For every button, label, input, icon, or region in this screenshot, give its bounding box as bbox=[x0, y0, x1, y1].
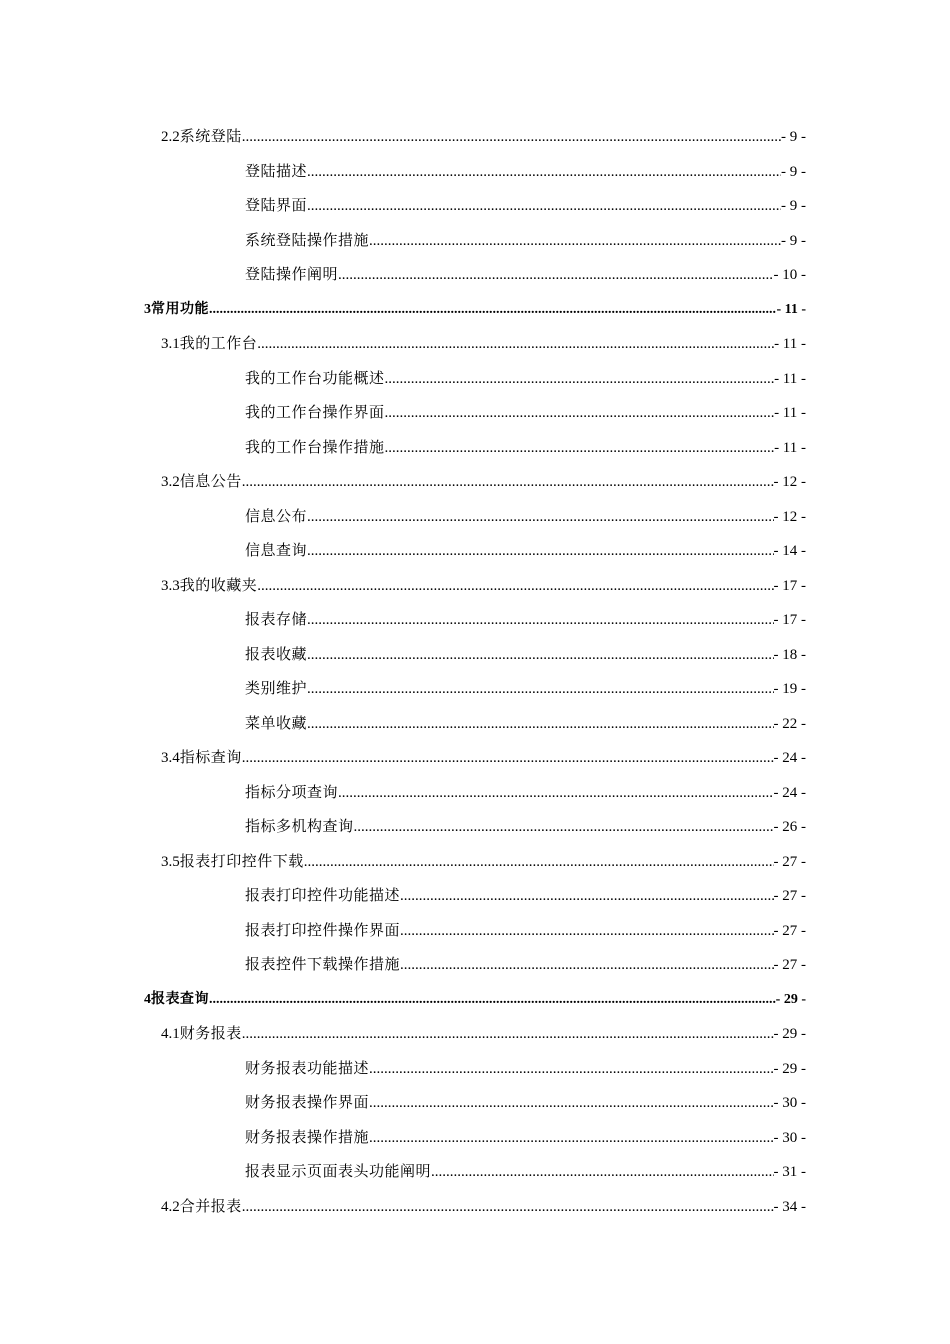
toc-entry-page-number: - 11 - bbox=[776, 301, 806, 317]
toc-entry-label: 报表显示页面表头功能阐明 bbox=[245, 1164, 432, 1180]
toc-dot-leader bbox=[307, 155, 781, 190]
toc-dot-leader bbox=[304, 845, 774, 880]
toc-entry-number: 4.2 bbox=[161, 1198, 180, 1215]
toc-entry-label: 财务报表 bbox=[179, 1026, 242, 1042]
toc-entry-label: 指标查询 bbox=[179, 750, 242, 766]
toc-entry[interactable] bbox=[0, 569, 950, 604]
toc-entry[interactable] bbox=[0, 500, 950, 535]
toc-entry-page-number: - 26 - bbox=[773, 819, 806, 835]
toc-dot-leader bbox=[400, 879, 773, 914]
toc-dot-leader bbox=[400, 948, 773, 983]
toc-dot-leader bbox=[307, 638, 773, 673]
toc-entry-page-number: - 27 - bbox=[773, 957, 806, 973]
toc-dot-leader bbox=[338, 258, 773, 293]
toc-dot-leader bbox=[209, 983, 776, 1018]
toc-entry-number: 3.2 bbox=[161, 474, 180, 490]
toc-entry-page-number: - 29 - bbox=[773, 1026, 806, 1042]
toc-entry-label: 类别维护 bbox=[245, 681, 308, 697]
toc-dot-leader bbox=[242, 465, 774, 500]
toc-entry-page-number: - 14 - bbox=[773, 543, 806, 559]
toc-entry-page-number: - 27 - bbox=[773, 888, 806, 904]
toc-dot-leader bbox=[257, 569, 773, 604]
toc-entry[interactable] bbox=[0, 534, 950, 569]
toc-entry-label: 我的工作台功能概述 bbox=[245, 370, 385, 387]
toc-dot-leader bbox=[307, 500, 773, 535]
toc-entry-page-number: - 30 - bbox=[773, 1129, 806, 1146]
toc-entry-label: 登陆操作阐明 bbox=[245, 267, 339, 283]
toc-entry-label: 我的工作台操作措施 bbox=[245, 439, 385, 456]
toc-entry-page-number: - 11 - bbox=[774, 370, 806, 387]
toc-dot-leader bbox=[257, 327, 774, 362]
toc-dot-leader bbox=[369, 1052, 773, 1087]
toc-entry-label: 报表收藏 bbox=[245, 646, 308, 663]
toc-dot-leader bbox=[400, 914, 773, 949]
toc-entry-label: 登陆界面 bbox=[245, 198, 308, 214]
toc-entry-page-number: - 22 - bbox=[773, 715, 806, 732]
toc-entry-label: 系统登陆 bbox=[179, 129, 242, 145]
toc-entry[interactable] bbox=[0, 810, 950, 845]
toc-entry-page-number: - 24 - bbox=[773, 784, 806, 801]
toc-dot-leader bbox=[369, 224, 781, 259]
toc-entry-page-number: - 17 - bbox=[773, 612, 806, 628]
toc-entry-label: 财务报表操作界面 bbox=[245, 1095, 370, 1111]
toc-entry-page-number: - 30 - bbox=[773, 1095, 806, 1111]
toc-entry[interactable] bbox=[0, 776, 950, 811]
toc-dot-leader bbox=[307, 603, 773, 638]
toc-entry[interactable] bbox=[0, 1155, 950, 1190]
toc-dot-leader bbox=[385, 431, 775, 466]
toc-entry[interactable] bbox=[0, 1190, 950, 1225]
toc-entry-page-number: - 9 - bbox=[781, 232, 806, 249]
toc-entry-label: 我的工作台 bbox=[179, 336, 258, 352]
toc-entry-label: 报表打印控件功能描述 bbox=[245, 888, 401, 904]
toc-dot-leader bbox=[385, 396, 775, 431]
toc-entry-number: 2.2 bbox=[161, 129, 180, 145]
toc-entry-page-number: - 24 - bbox=[773, 750, 806, 766]
toc-dot-leader bbox=[431, 1155, 773, 1190]
toc-entry-page-number: - 9 - bbox=[781, 163, 806, 180]
toc-dot-leader bbox=[385, 362, 775, 397]
toc-entry[interactable] bbox=[0, 258, 950, 293]
toc-entry-page-number: - 31 - bbox=[773, 1164, 806, 1180]
toc-entry-label: 合并报表 bbox=[179, 1198, 242, 1215]
toc-dot-leader bbox=[209, 293, 776, 328]
toc-entry-page-number: - 29 - bbox=[773, 1060, 806, 1077]
toc-entry-page-number: - 19 - bbox=[773, 681, 806, 697]
toc-entry-label: 财务报表操作措施 bbox=[245, 1129, 370, 1146]
toc-dot-leader bbox=[369, 1121, 773, 1156]
toc-entry[interactable] bbox=[0, 362, 950, 397]
toc-entry-page-number: - 11 - bbox=[774, 439, 806, 456]
toc-entry-label: 登陆描述 bbox=[245, 163, 308, 180]
toc-dot-leader bbox=[242, 120, 781, 155]
toc-entry-label: 我的收藏夹 bbox=[179, 577, 258, 594]
toc-entry-page-number: - 17 - bbox=[773, 577, 806, 594]
toc-entry[interactable] bbox=[0, 914, 950, 949]
toc-entry[interactable] bbox=[0, 327, 950, 362]
toc-entry-label: 我的工作台操作界面 bbox=[245, 405, 385, 421]
toc-entry-page-number: - 9 - bbox=[781, 198, 806, 214]
toc-entry-number: 3.5 bbox=[161, 853, 180, 870]
toc-entry-number: 4 bbox=[144, 991, 151, 1007]
toc-entry-number: 3.3 bbox=[161, 577, 180, 594]
toc-dot-leader bbox=[338, 776, 773, 811]
toc-entry-number: 4.1 bbox=[161, 1026, 180, 1042]
toc-entry-number: 3 bbox=[144, 301, 151, 317]
toc-entry-label: 财务报表功能描述 bbox=[245, 1060, 370, 1077]
toc-entry[interactable] bbox=[0, 1017, 950, 1052]
toc-entry-label: 菜单收藏 bbox=[245, 715, 308, 732]
toc-entry-label: 信息公告 bbox=[179, 474, 242, 490]
toc-entry-label: 报表打印控件操作界面 bbox=[245, 922, 401, 939]
toc-dot-leader bbox=[307, 534, 773, 569]
toc-entry[interactable] bbox=[0, 879, 950, 914]
table-of-contents bbox=[0, 120, 950, 1224]
toc-entry[interactable] bbox=[0, 396, 950, 431]
toc-entry[interactable] bbox=[0, 189, 950, 224]
toc-entry[interactable] bbox=[0, 120, 950, 155]
toc-dot-leader bbox=[369, 1086, 773, 1121]
toc-entry-label: 信息查询 bbox=[245, 543, 308, 559]
toc-entry[interactable] bbox=[0, 465, 950, 500]
toc-entry-page-number: - 12 - bbox=[773, 474, 806, 490]
toc-dot-leader bbox=[242, 1190, 774, 1225]
toc-entry-number: 3.1 bbox=[161, 336, 180, 352]
toc-entry-page-number: - 12 - bbox=[773, 508, 806, 525]
toc-entry-label: 系统登陆操作措施 bbox=[245, 232, 370, 249]
toc-entry-label: 指标分项查询 bbox=[245, 784, 339, 801]
toc-dot-leader bbox=[354, 810, 774, 845]
toc-entry[interactable] bbox=[0, 293, 950, 328]
toc-entry[interactable] bbox=[0, 948, 950, 983]
toc-entry[interactable] bbox=[0, 1121, 950, 1156]
toc-entry-page-number: - 34 - bbox=[773, 1198, 806, 1215]
toc-dot-leader bbox=[307, 189, 781, 224]
toc-dot-leader bbox=[307, 707, 773, 742]
toc-entry[interactable] bbox=[0, 741, 950, 776]
toc-entry[interactable] bbox=[0, 638, 950, 673]
toc-entry-page-number: - 11 - bbox=[774, 405, 806, 421]
toc-entry[interactable] bbox=[0, 672, 950, 707]
toc-entry-page-number: - 29 - bbox=[775, 991, 806, 1007]
toc-entry-label: 常用功能 bbox=[151, 301, 209, 317]
toc-entry-page-number: - 27 - bbox=[773, 922, 806, 939]
toc-entry-page-number: - 18 - bbox=[773, 646, 806, 663]
toc-entry-label: 指标多机构查询 bbox=[245, 819, 354, 835]
toc-entry-label: 报表查询 bbox=[151, 991, 209, 1007]
toc-entry-label: 报表控件下载操作措施 bbox=[245, 957, 401, 973]
toc-entry[interactable] bbox=[0, 431, 950, 466]
toc-entry[interactable] bbox=[0, 603, 950, 638]
toc-entry-number: 3.4 bbox=[161, 750, 180, 766]
toc-entry[interactable] bbox=[0, 845, 950, 880]
toc-entry-page-number: - 27 - bbox=[773, 853, 806, 870]
toc-entry-page-number: - 10 - bbox=[773, 267, 806, 283]
toc-entry-page-number: - 11 - bbox=[774, 336, 806, 352]
toc-dot-leader bbox=[307, 672, 773, 707]
toc-entry[interactable] bbox=[0, 1086, 950, 1121]
toc-entry[interactable] bbox=[0, 707, 950, 742]
toc-entry[interactable] bbox=[0, 1052, 950, 1087]
toc-dot-leader bbox=[242, 741, 774, 776]
toc-entry[interactable] bbox=[0, 224, 950, 259]
toc-entry-label: 信息公布 bbox=[245, 508, 308, 525]
toc-entry-page-number: - 9 - bbox=[781, 129, 806, 145]
toc-entry-label: 报表存储 bbox=[245, 612, 308, 628]
toc-entry[interactable] bbox=[0, 983, 950, 1018]
toc-entry[interactable] bbox=[0, 155, 950, 190]
toc-dot-leader bbox=[242, 1017, 774, 1052]
toc-entry-label: 报表打印控件下载 bbox=[179, 853, 304, 870]
